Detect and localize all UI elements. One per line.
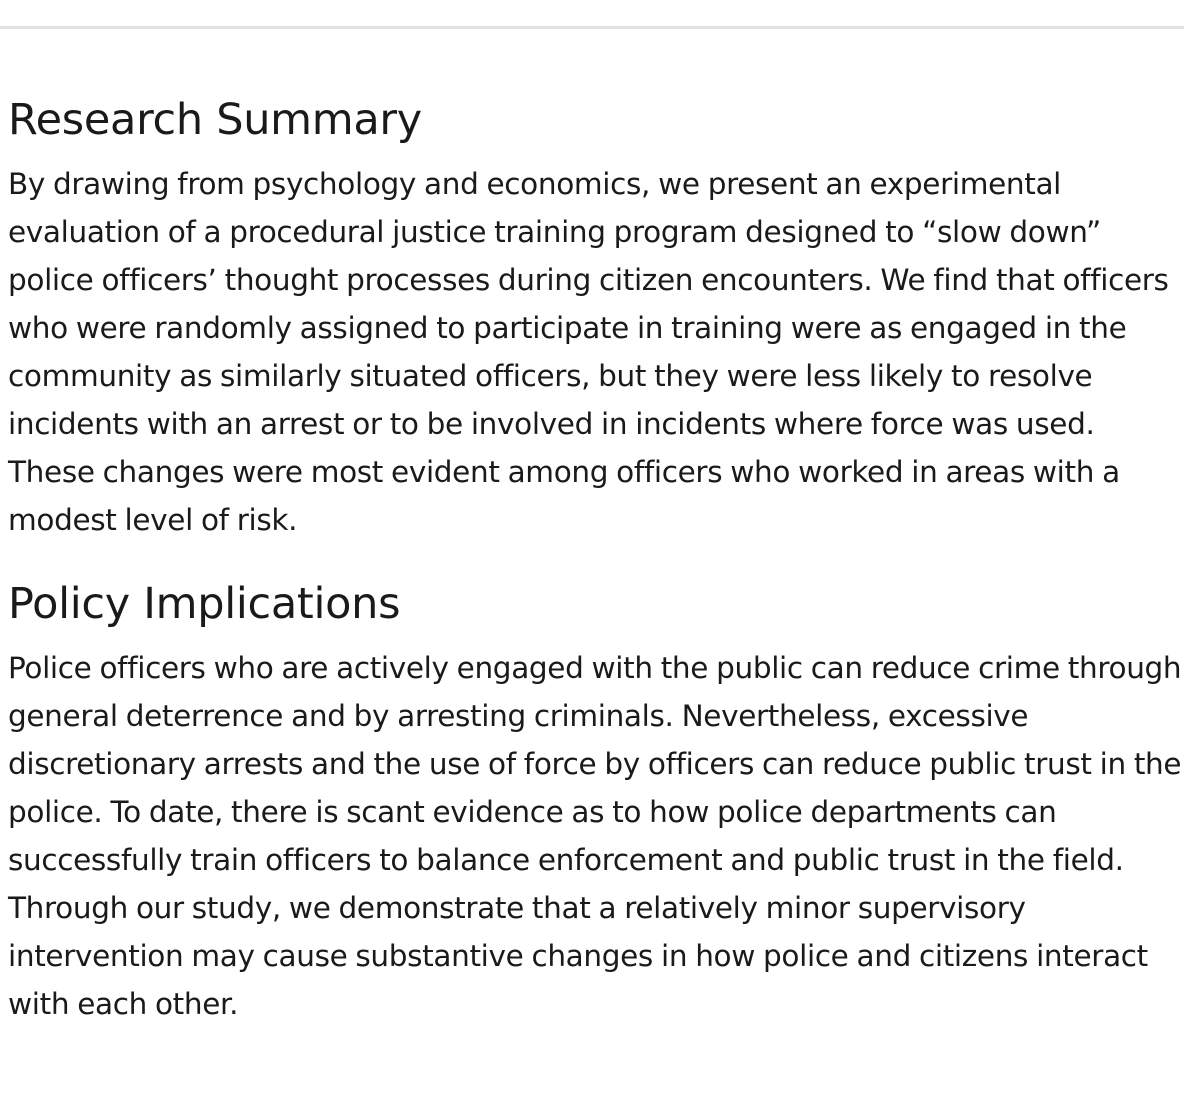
policy-implications-section bbox=[8, 574, 1183, 1028]
article-content bbox=[8, 90, 1183, 1028]
top-divider bbox=[0, 26, 1184, 29]
policy-implications-body: Police officers who are actively engaged with the public can reduce crime through general deterrence and by arresting criminals. Nevertheless, excessive discretionary arrests and the use of force by officers can reduce public trust in the police. To date, there is scant evidence as to how police departments can successfully train officers to balance enforcement and public trust in the field. Through our study, we demonstrate that a relatively minor supervisory intervention may cause substantive changes in how police and citizens interact with each other. bbox=[8, 651, 1182, 1021]
research-summary-body: By drawing from psychology and economics, we present an experimental evaluation of a procedural justice training program designed to “slow down” police officers’ thought processes during citizen encounters. We find that officers who were randomly assigned to participate in training were as engaged in the community as similarly situated officers, but they were less likely to resolve incidents with an arrest or to be involved in incidents where force was used. These changes were most evident among officers who worked in areas with a modest level of risk. bbox=[8, 167, 1169, 537]
policy-implications-heading: Policy Implications bbox=[8, 579, 401, 629]
research-summary-heading: Research Summary bbox=[8, 95, 422, 145]
research-summary-section bbox=[8, 90, 1183, 544]
